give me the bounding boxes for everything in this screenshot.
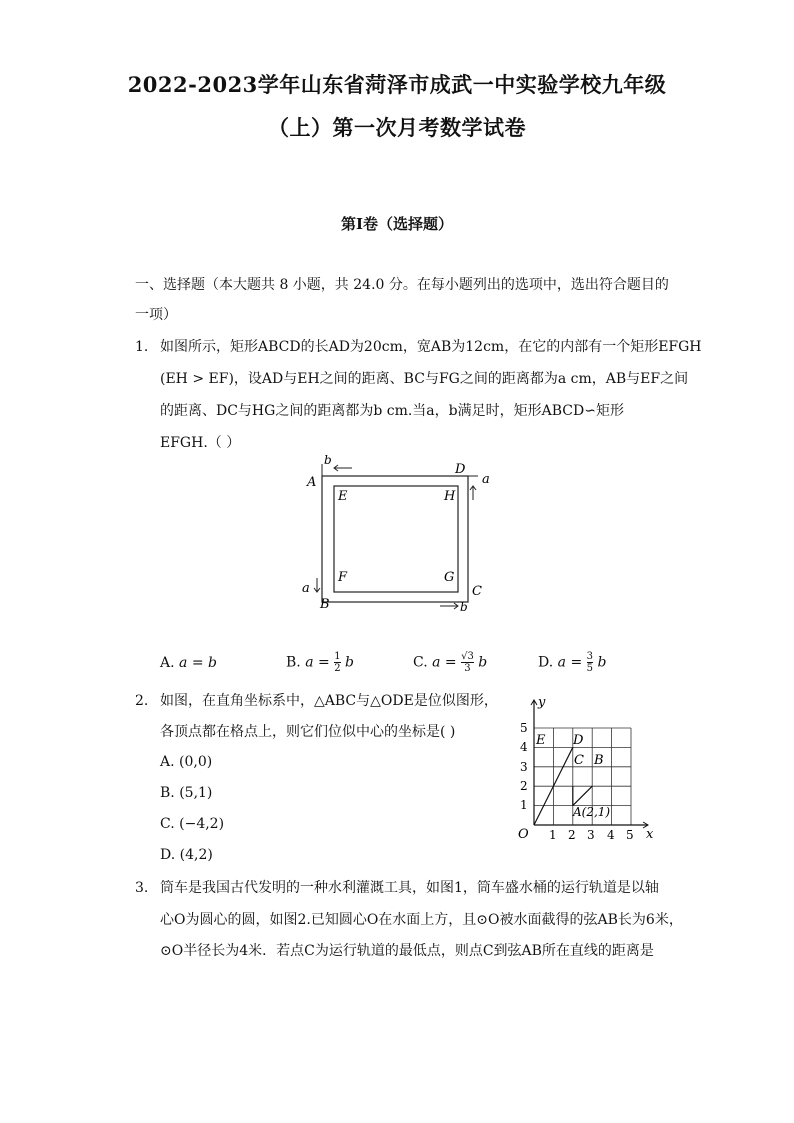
q1-option-d-post: b xyxy=(597,654,607,671)
q2-number: 2. xyxy=(135,693,149,709)
label-F: F xyxy=(338,570,348,585)
part1-heading-line2: 一项） xyxy=(135,307,177,323)
q2-option-b-text: (5,1) xyxy=(179,785,213,801)
label-a-left: a xyxy=(302,581,310,596)
q1-option-c-pre: a = xyxy=(432,654,457,671)
q2-option-d-label: D. xyxy=(160,847,176,863)
y-tick-2: 2 xyxy=(520,779,528,793)
exam-title-line1: 2022-2023学年山东省菏泽市成武一中实验学校九年级 xyxy=(127,72,667,97)
segment-ab xyxy=(573,786,592,805)
label-H: H xyxy=(444,489,456,504)
q3-line3: ⊙O半径长为4米．若点C为运行轨道的最低点，则点C到弦AB所在直线的距离是 xyxy=(160,943,654,959)
q1-option-c-post: b xyxy=(478,654,488,671)
label-E: E xyxy=(536,733,546,748)
q2-option-c-text: (−4,2) xyxy=(179,816,225,832)
q2-option-d[interactable] xyxy=(160,847,213,863)
q3-number: 3. xyxy=(135,880,149,896)
x-tick-1: 1 xyxy=(549,828,557,842)
q1-option-b-den: 2 xyxy=(334,663,341,674)
q1-option-d-pre: a = xyxy=(557,654,583,671)
q1-option-c-num: √3 xyxy=(461,651,474,662)
q1-option-d[interactable] xyxy=(538,651,606,674)
q2-option-b-label: B. xyxy=(160,785,175,801)
label-B: B xyxy=(594,753,604,768)
label-B: B xyxy=(320,597,330,612)
q1-option-a[interactable] xyxy=(160,655,217,671)
label-D: D xyxy=(573,733,584,748)
label-C: C xyxy=(574,753,584,768)
q2-coordinate-figure xyxy=(510,692,660,842)
q1-option-c-fraction xyxy=(461,651,474,674)
origin-label: O xyxy=(518,827,529,842)
q1-option-b-post: b xyxy=(345,654,354,671)
x-tick-2: 2 xyxy=(568,828,576,842)
q2-option-a[interactable] xyxy=(160,754,212,770)
q1-option-b-fraction xyxy=(334,651,340,674)
y-axis-label: y xyxy=(538,695,546,710)
q1-option-d-fraction xyxy=(587,651,593,674)
x-tick-3: 3 xyxy=(587,828,595,842)
q3-line2: 心O为圆心的圆，如图2.已知圆心O在水面上方，且⊙O被水面截得的弦AB长为6米， xyxy=(160,912,683,928)
label-E: E xyxy=(338,489,348,504)
q1-option-c-label: C. xyxy=(413,654,428,671)
label-C: C xyxy=(472,584,482,599)
y-tick-5: 5 xyxy=(520,721,528,735)
q2-option-c-label: C. xyxy=(160,816,175,832)
section-title: 第I卷（选择题） xyxy=(340,215,454,233)
label-A: A(2,1) xyxy=(573,805,611,819)
q3-line1: 筒车是我国古代发明的一种水利灌溉工具，如图1，筒车盛水桶的运行轨道是以轴 xyxy=(160,880,659,896)
label-A: A xyxy=(307,475,317,490)
y-tick-4: 4 xyxy=(520,740,528,754)
y-tick-1: 1 xyxy=(520,798,528,812)
q2-option-a-label: A. xyxy=(160,754,175,770)
y-tick-3: 3 xyxy=(520,760,528,774)
label-b-bottom: b xyxy=(460,600,468,614)
part1-heading-line1: 一、选择题（本大题共 8 小题，共 24.0 分。在每小题列出的选项中，选出符合题目的 xyxy=(135,277,669,293)
q1-option-b-num: 1 xyxy=(334,651,341,662)
q1-option-a-text: a = b xyxy=(179,655,217,671)
q1-option-d-den: 5 xyxy=(586,663,593,674)
q1-number: 1. xyxy=(135,339,149,355)
q2-option-d-text: (4,2) xyxy=(179,847,213,863)
q2-option-c[interactable] xyxy=(160,816,224,832)
label-b-top: b xyxy=(324,454,332,467)
q1-option-b-label: B. xyxy=(286,654,301,671)
label-a-right: a xyxy=(482,472,490,487)
label-D: D xyxy=(455,462,466,477)
q1-option-c[interactable] xyxy=(413,651,487,674)
exam-title-line2: （上）第一次月考数学试卷 xyxy=(268,115,526,140)
q1-line4: EFGH.（ ） xyxy=(160,435,241,451)
x-tick-5: 5 xyxy=(626,828,634,842)
rect-efgh xyxy=(334,486,458,592)
q1-option-d-label: D. xyxy=(538,654,554,671)
q2-line1: 如图，在直角坐标系中，△ABC与△ODE是位似图形， xyxy=(160,693,498,709)
q1-option-b[interactable] xyxy=(286,651,354,674)
q1-rectangle-figure xyxy=(298,454,498,614)
label-G: G xyxy=(444,570,455,585)
x-tick-4: 4 xyxy=(607,828,615,842)
q1-option-a-label: A. xyxy=(160,655,175,671)
q1-line1: 如图所示，矩形ABCD的长AD为20cm，宽AB为12cm，在它的内部有一个矩形EFGH xyxy=(160,339,702,355)
q2-option-b[interactable] xyxy=(160,785,212,801)
q2-option-a-text: (0,0) xyxy=(179,754,213,770)
q1-option-c-den: 3 xyxy=(464,663,471,674)
q1-line2: (EH > EF)，设AD与EH之间的距离、BC与FG之间的距离都为a cm，AB与EF之间 xyxy=(160,371,689,387)
x-axis-label: x xyxy=(646,827,654,842)
q2-line2: 各顶点都在格点上，则它们位似中心的坐标是( ) xyxy=(160,724,456,740)
q1-option-d-num: 3 xyxy=(586,651,593,662)
q1-line3: 的距离、DC与HG之间的距离都为b cm.当a，b满足时，矩形ABCD∽矩形 xyxy=(160,403,624,419)
q1-option-b-pre: a = xyxy=(305,654,330,671)
